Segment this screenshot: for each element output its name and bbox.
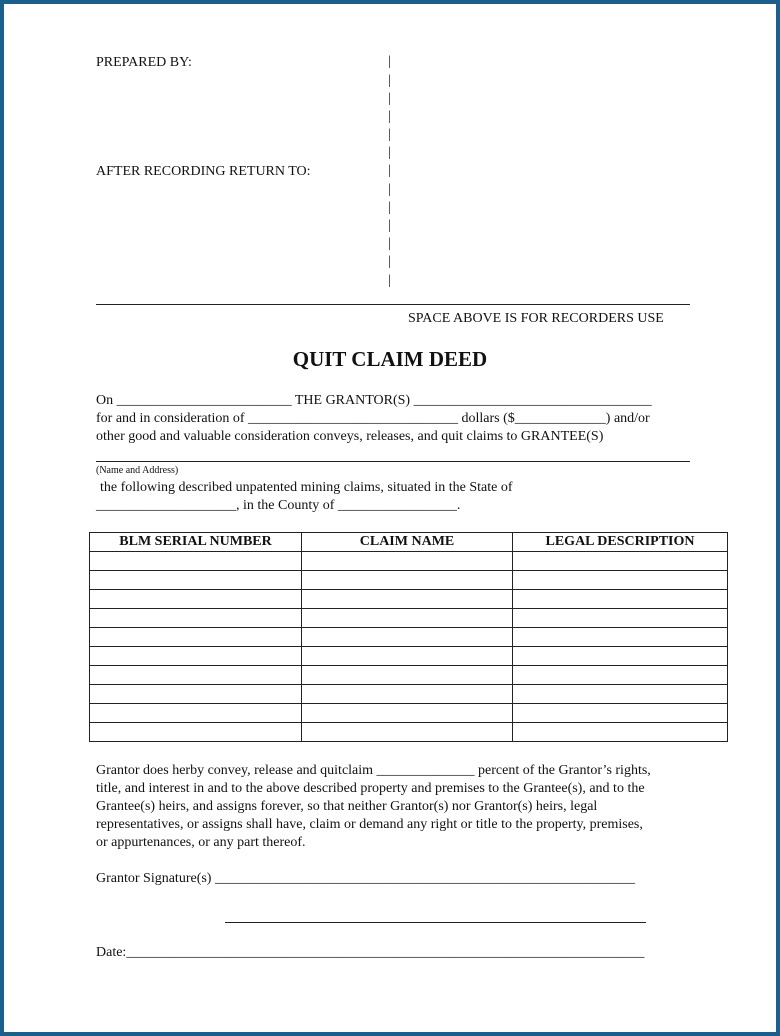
divider-mark: | [388, 91, 391, 106]
second-signature-line[interactable] [225, 922, 646, 923]
recorders-use-label: SPACE ABOVE IS FOR RECORDERS USE [408, 311, 664, 326]
table-row [90, 590, 728, 609]
recorder-space-line [96, 304, 690, 305]
table-row [90, 609, 728, 628]
table-row [90, 666, 728, 685]
table-cell[interactable] [302, 552, 513, 571]
divider-mark: | [388, 145, 391, 160]
table-row [90, 704, 728, 723]
after-recording-label: AFTER RECORDING RETURN TO: [96, 164, 311, 179]
paragraph-line: or appurtenances, or any part thereof. [96, 835, 306, 850]
date-line[interactable]: Date:__________________________________________________________________________ [96, 945, 645, 960]
name-address-caption: (Name and Address) [96, 465, 179, 476]
claims-location-line: the following described unpatented mining claims, situated in the State of [100, 480, 513, 495]
table-cell[interactable] [90, 552, 302, 571]
paragraph-line: Grantor does herby convey, release and quitclaim ______________ percent of the Grantor’s rights, [96, 763, 651, 778]
table-cell[interactable] [302, 609, 513, 628]
paragraph-line: Grantee(s) heirs, and assigns forever, so that neither Grantor(s) nor Grantor(s) heirs, legal [96, 799, 598, 814]
table-cell[interactable] [513, 552, 728, 571]
table-row [90, 552, 728, 571]
table-row [90, 628, 728, 647]
grantor-signature-line[interactable]: Grantor Signature(s) ____________________________________________________________ [96, 871, 635, 886]
divider-mark: | [388, 254, 391, 269]
divider-mark: | [388, 109, 391, 124]
table-row [90, 723, 728, 742]
table-cell[interactable] [90, 609, 302, 628]
state-county-line[interactable]: ____________________, in the County of _________________. [96, 498, 461, 513]
table-cell[interactable] [302, 590, 513, 609]
table-header-row [90, 533, 728, 552]
table-cell[interactable] [90, 590, 302, 609]
table-cell[interactable] [513, 571, 728, 590]
divider-mark: | [388, 54, 391, 69]
grantor-line[interactable]: On _________________________ THE GRANTOR(S) __________________________________ [96, 393, 652, 408]
divider-mark: | [388, 73, 391, 88]
claims-table [89, 532, 728, 742]
table-cell[interactable] [513, 590, 728, 609]
divider-mark: | [388, 236, 391, 251]
divider-mark: | [388, 182, 391, 197]
table-row [90, 571, 728, 590]
table-cell[interactable] [302, 666, 513, 685]
prepared-by-label: PREPARED BY: [96, 55, 192, 70]
table-cell[interactable] [302, 723, 513, 742]
paragraph-line: title, and interest in and to the above described property and premises to the Grantee(s), and to the [96, 781, 645, 796]
divider-mark: | [388, 200, 391, 215]
divider-mark: | [388, 127, 391, 142]
table-row [90, 647, 728, 666]
table-cell[interactable] [513, 647, 728, 666]
table-cell[interactable] [302, 704, 513, 723]
column-header-claim-name: CLAIM NAME [302, 533, 513, 552]
document-title: QUIT CLAIM DEED [292, 347, 488, 371]
conveyance-paragraph [96, 762, 696, 852]
table-cell[interactable] [513, 609, 728, 628]
paragraph-line: representatives, or assigns shall have, claim or demand any right or title to the property, premises, [96, 817, 643, 832]
table-cell[interactable] [513, 723, 728, 742]
table-cell[interactable] [90, 647, 302, 666]
table-cell[interactable] [513, 628, 728, 647]
column-header-legal-description: LEGAL DESCRIPTION [513, 533, 728, 552]
table-cell[interactable] [302, 571, 513, 590]
table-cell[interactable] [90, 704, 302, 723]
grantee-line: other good and valuable consideration conveys, releases, and quit claims to GRANTEE(S) [96, 429, 604, 444]
table-cell[interactable] [90, 628, 302, 647]
table-cell[interactable] [302, 647, 513, 666]
table-cell[interactable] [513, 666, 728, 685]
divider-mark: | [388, 163, 391, 178]
grantee-name-field[interactable] [96, 461, 690, 462]
divider-mark: | [388, 273, 391, 288]
divider-mark: | [388, 218, 391, 233]
table-cell[interactable] [302, 685, 513, 704]
table-cell[interactable] [513, 685, 728, 704]
table-row [90, 685, 728, 704]
table-cell[interactable] [90, 571, 302, 590]
table-cell[interactable] [513, 704, 728, 723]
consideration-line[interactable]: for and in consideration of ______________________________ dollars ($_____________) and/or [96, 411, 650, 426]
table-cell[interactable] [90, 685, 302, 704]
table-cell[interactable] [302, 628, 513, 647]
column-header-blm-serial: BLM SERIAL NUMBER [90, 533, 302, 552]
table-cell[interactable] [90, 723, 302, 742]
table-cell[interactable] [90, 666, 302, 685]
